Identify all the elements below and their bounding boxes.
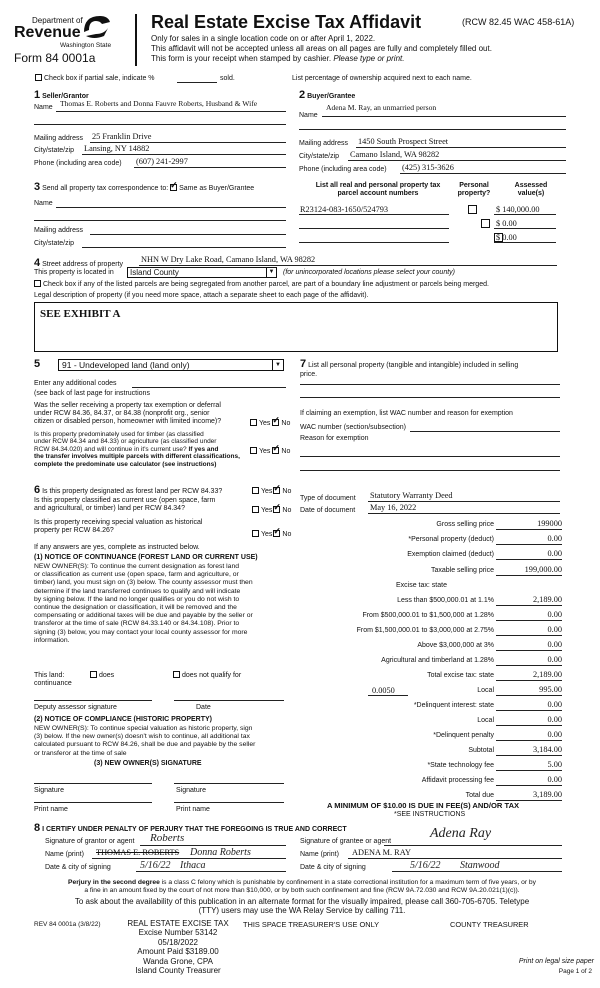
historic-yes-no[interactable]: Yes✓ No [252,530,291,539]
bracket-value-3[interactable]: 0.00 [547,625,562,634]
buyer-mail-label: Mailing address [299,140,349,147]
sec3-city-label: City/state/zip [34,240,75,247]
grantor-date-label: Date & city of signing [45,864,111,871]
header-note3: This form is your receipt when stamped by cashier. Please type or print. [151,54,405,63]
wa-revenue-logo-icon [80,12,112,42]
grantor-date[interactable]: 5/16/22 [140,860,171,871]
deputy-signature-label: Deputy assessor signature [34,704,117,711]
processing-fee-value[interactable]: 0.00 [547,775,562,784]
grantee-date-label: Date & city of signing [300,864,366,871]
legal-description: SEE EXHIBIT A [40,308,121,320]
seller-name-label: Name [34,104,53,111]
assessed-value-2[interactable]: $ 0.00 [496,219,517,228]
grantee-city[interactable]: Stanwood [460,860,500,871]
title-ref: (RCW 82.45 WAC 458-61A) [462,17,575,27]
chevron-down-icon: ▼ [272,360,283,370]
alt-format-note: To ask about the availability of this publication in an alternate format for the visually impaired, please call 360-705-6705. Teletype (TTY) users may use the WA Relay Service by calling 711. [74,897,530,915]
sec3-name-label: Name [34,200,53,207]
dept-line3: Washington State [60,42,112,49]
doc-date[interactable]: May 16, 2022 [370,503,417,512]
chevron-down-icon: ▼ [266,268,276,277]
gross-price[interactable]: 199000 [537,519,562,528]
if-yes-note: If any answers are yes, complete as instructed below. [34,544,200,551]
forest-yes-no[interactable]: Yes✓ No [252,487,291,496]
grantee-signature-label: Signature of grantee or agent [300,838,392,845]
bracket-label-5: Agricultural and timberland at 1.28% [381,657,494,664]
subtotal-label: Subtotal [468,747,494,754]
header-note1: Only for sales in a single location code on or after April 1, 2022. [151,34,376,43]
deputy-date-label: Date [196,704,211,711]
bracket-label-2: From $500,000.01 to $1,500,000 at 1.28% [362,612,494,619]
page-number: Page 1 of 2 [558,968,592,975]
penalty-value[interactable]: 0.00 [547,730,562,739]
see-back-note: (see back of last page for instructions [34,390,150,397]
treasurer-stamp: REAL ESTATE EXCISE TAX Excise Number 53142 05/18/2022 Amount Paid $3189.00 Wanda Grone, CPA Island County Treasurer [127,919,229,976]
bracket-value-2[interactable]: 0.00 [547,610,562,619]
exemption-wac-label: If claiming an exemption, list WAC number and reason for exemption [300,410,513,417]
wac-number-label: WAC number (section/subsection) [300,424,406,431]
page-title: Real Estate Excise Tax Affidavit [151,12,422,32]
sec5-num: 5 [34,358,41,370]
grantee-name-label: Name (print) [300,851,339,858]
grantee-name[interactable]: ADENA M. RAY [352,848,411,857]
buyer-city[interactable]: Camano Island, WA 98282 [350,150,440,159]
state-excise-heading: Excise tax: state [396,582,447,589]
personal-col-header: Personal property? [457,182,491,198]
grantee-date[interactable]: 5/16/22 [410,860,441,871]
grantee-signature[interactable]: Adena Ray [430,826,492,841]
tech-fee-label: *State technology fee [427,762,494,769]
parcel-number-1[interactable]: R23124-083-1650/524793 [300,205,389,214]
delinquent-local-label: Local [477,717,494,724]
grantor-signature[interactable]: Roberts [150,832,185,844]
penalty-label: *Delinquent penalty [433,732,494,739]
county-note: (for unincorporated locations please select your county) [283,269,455,276]
legal-label: Legal description of property (if you need more space, attach a separate sheet to each page of the affidavit). [34,292,369,299]
personal-deduct[interactable]: 0.00 [547,534,562,543]
notice2-heading: (2) NOTICE OF COMPLIANCE (HISTORIC PROPERTY) [34,716,212,723]
buyer-phone-label: Phone (including area code) [299,166,387,173]
owner-signature-label-2: Signature [176,787,206,794]
historic-question: Is this property receiving special valuation as historical property per RCW 84.26? [34,519,203,535]
sec7-label: 7 List all personal property (tangible and intangible) included in selling price. [300,358,519,378]
total-due-value[interactable]: 3,189.00 [532,790,562,799]
dept-line2: Revenue [14,24,81,41]
form-number: Form 84 0001a [14,51,96,65]
buyer-mail[interactable]: 1450 South Prospect Street [358,137,449,146]
seller-phone-label: Phone (including area code) [34,160,122,167]
land-use-select[interactable]: 91 - Undeveloped land (land only) ▼ [58,359,284,371]
delinquent-state-label: *Delinquent interest: state [413,702,494,709]
legal-paper-note: Print on legal size paper [518,958,594,965]
header-divider [135,14,137,66]
buyer-phone[interactable]: (425) 315-3626 [402,163,454,172]
grantor-signature-label: Signature of grantor or agent [45,838,135,845]
minimum-note: A MINIMUM OF $10.00 IS DUE IN FEE(S) AND/OR TAX [327,801,520,810]
grantor-city[interactable]: Ithaca [180,860,206,871]
segregated-checkbox-row[interactable]: Check box if any of the listed parcels are being segregated from another parcel, are part of a boundary line adjustment or parcels being merged. [34,280,489,289]
seller-name[interactable]: Thomas E. Roberts and Donna Fauvre Roberts, Husband & Wife [60,99,258,108]
bracket-value-4[interactable]: 0.00 [547,640,562,649]
dept-line1: Department of [32,16,83,25]
current-use-question: Is this property classified as current use (open space, farm and agricultural, or timber) land per RCW 84.34? [34,497,216,513]
notice1-heading: (1) NOTICE OF CONTINUANCE (FOREST LAND OR CURRENT USE) [34,554,258,561]
notice1-text: NEW OWNER(S): To continue the current designation as forest land or classification as current use (open space, farm and agriculture, or timber) land, you must sign on (3) below. The county assessor must then determine if the land transferred continues to qualify and will indicate by signing below. If the land no longer qualifies or you do not wish to continue the designation or classification, it will be removed and the compensating or additional taxes will be due and payable by the seller or transferor at the time of sale (RCW 84.33.140 or 84.34.108). Prior to signing (3) below, you may contact your local county assessor for more information. [34,563,253,644]
buyer-city-label: City/state/zip [299,153,340,160]
see-instructions: *SEE INSTRUCTIONS [394,811,466,818]
seller-city[interactable]: Lansing, NY 14882 [84,144,150,153]
taxable-price-label: Taxable selling price [430,567,494,574]
street-label: 4 Street address of property [34,257,124,269]
gross-price-label: Gross selling price [436,521,494,528]
seller-mail-label: Mailing address [34,135,84,142]
taxable-price[interactable]: 199,000.00 [524,565,562,574]
buyer-name-label: Name [299,112,318,119]
reason-label: Reason for exemption [300,435,369,442]
additional-codes-label: Enter any additional codes [34,380,117,387]
grantor-cosigner-signature[interactable]: Donna Roberts [190,847,251,858]
grantor-name[interactable]: THOMAS E. ROBERTS [96,848,180,857]
exemption-deduct-label: Exemption claimed (deduct) [407,551,494,558]
forest-question: 6 Is this property designated as forest land per RCW 84.33? [34,484,223,496]
sec3-mail-label: Mailing address [34,227,84,234]
seller-city-label: City/state/zip [34,147,75,154]
assessed-col-header: Assessed value(s) [514,182,548,198]
bracket-value-5[interactable]: 0.00 [547,655,562,664]
delinquent-local[interactable]: 0.00 [547,715,562,724]
buyer-name[interactable]: Adena M. Ray, an unmarried person [326,103,437,112]
bracket-value-6[interactable]: 2,189.00 [532,670,562,679]
doc-type[interactable]: Statutory Warranty Deed [370,491,453,500]
partial-sale-checkbox-row[interactable]: Check box if partial sale, indicate % [35,74,155,83]
local-rate[interactable]: 0.0050 [372,686,395,695]
total-due-label: Total due [465,792,494,799]
bracket-label-6: Total excise tax: state [427,672,494,679]
owner-signature-label-1: Signature [34,787,64,794]
bracket-label-1: Less than $500,000.01 at 1.1% [397,597,494,604]
exemption-deduct[interactable]: 0.00 [547,549,562,558]
exemption-yes-no[interactable]: Yes✓ No [250,419,290,428]
timber-question: Is this property predominately used for timber (as classified under RCW 84.34 and 84.33) or agriculture (as classified under RCW 84.34.020) and will continue in it's current use? If yes and the transfer involves multiple parcels with different classifications, complete the predominate use calculator (see instructions) [34,431,240,468]
notice2-text: NEW OWNER(S): To continue special valuation as historic property, sign (3) below. If the new owner(s) doesn't wish to continue, all additional tax calculated pursuant to RCW 84.26, shall be due and payable by the seller or transferor at the time of sale [34,725,256,757]
this-land-label: This land: continuance [34,672,72,688]
current-use-yes-no[interactable]: Yes✓ No [252,506,291,515]
seller-heading: 1 Seller/Grantor [34,89,89,101]
certify-line: 8 I CERTIFY UNDER PENALTY OF PERJURY THAT THE FOREGOING IS TRUE AND CORRECT [34,822,347,834]
located-label: This property is located in [34,269,114,276]
header-note2: This affidavit will not be accepted unless all areas on all pages are fully and completely filled out. [151,44,492,53]
delinquent-state[interactable]: 0.00 [547,700,562,709]
timber-yes-no[interactable]: Yes✓ No [250,447,290,456]
does-not-checkbox[interactable]: does not qualify for [173,671,241,680]
processing-fee-label: Affidavit processing fee [421,777,494,784]
doc-date-label: Date of document [300,507,356,514]
sec3-label: 3 Send all property tax correspondence to: ✓ Same as Buyer/Grantee [34,181,254,194]
perjury-note: Perjury in the second degree is a class C felony which is punishable by confinement in a state correctional institution for a maximum term of five years, or by a fine in an amount fixed by the court of not more than $10,000, or by both such confinement and fine (RCW 9A.72.030 and RCW 9A.20.021(1)(c)). [68,879,536,894]
buyer-heading: 2 Buyer/Grantee [299,89,356,101]
exemption-question: Was the seller receiving a property tax exemption or deferral under RCW 84.36, 84.37, or 84.38 (nonprofit org., senior citizen or disabled person, homeowner with limited income)? [34,402,222,426]
assessed-value-3[interactable]: $ 0.00 [496,233,517,242]
doc-type-label: Type of document [300,495,356,502]
personal-property-checkbox-2[interactable] [481,219,490,228]
owner-print-label-1: Print name [34,806,68,813]
sold-label: sold. [220,75,235,82]
assessed-value-1[interactable]: $ 140,000.00 [496,205,540,214]
does-checkbox[interactable]: does [90,671,114,680]
owner-print-label-2: Print name [176,806,210,813]
local-value[interactable]: 995.00 [539,685,562,694]
grantor-name-label: Name (print) [45,851,84,858]
ownership-note: List percentage of ownership acquired next to each name. [292,75,472,82]
bracket-value-1[interactable]: 2,189.00 [532,595,562,604]
notice3-heading: (3) NEW OWNER(S) SIGNATURE [94,760,202,767]
tech-fee-value[interactable]: 5.00 [547,760,562,769]
seller-phone[interactable]: (607) 241-2997 [136,157,188,166]
county-select[interactable]: Island County ▼ [127,267,277,278]
personal-property-checkbox-1[interactable] [468,205,477,214]
local-label: Local [477,687,494,694]
property-street[interactable]: NHN W Dry Lake Road, Camano Island, WA 98282 [141,255,316,264]
personal-deduct-label: *Personal property (deduct) [408,536,494,543]
subtotal-value[interactable]: 3,184.00 [532,745,562,754]
treasurer-space-note: THIS SPACE TREASURER'S USE ONLY [243,920,380,929]
bracket-label-3: From $1,500,000.01 to $3,000,000 at 2.75% [356,627,494,634]
county-treasurer-label: COUNTY TREASURER [450,920,529,929]
same-as-buyer-checkbox[interactable] [170,184,177,191]
seller-mail[interactable]: 25 Franklin Drive [92,132,152,141]
rev-code: REV 84 0001a (3/8/22) [34,921,101,928]
bracket-label-4: Above $3,000,000 at 3% [417,642,494,649]
parcel-col-header: List all real and personal property tax parcel account numbers [315,182,441,198]
